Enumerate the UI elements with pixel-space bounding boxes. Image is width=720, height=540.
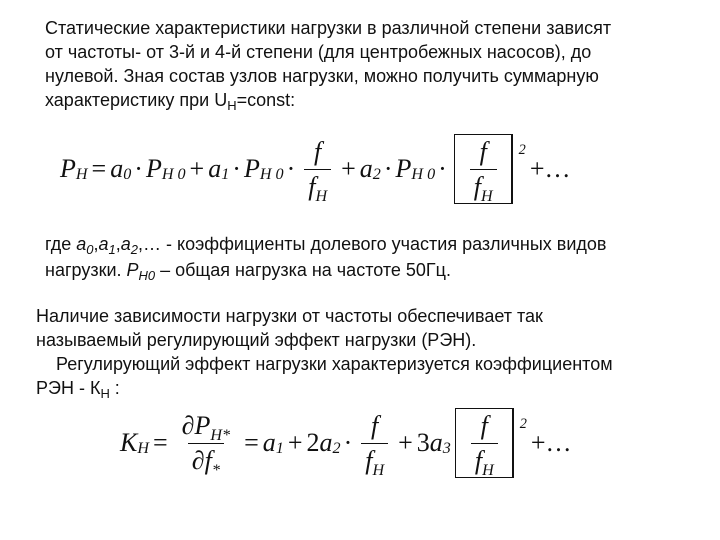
f1-fraction-1 (304, 136, 331, 205)
f1-p-3-sub: H 0 (411, 166, 436, 184)
f2-derivative (178, 410, 234, 479)
intro-line-4 (45, 88, 675, 114)
coef-line-1 (45, 232, 675, 258)
f2-coef-3: 3 (416, 428, 430, 457)
f2-lhs: K (120, 428, 138, 457)
f1-a2-sub: 2 (372, 166, 381, 184)
coef-a1: a (98, 234, 109, 254)
f2-plus-1: + (287, 428, 303, 457)
f1-plus-2: + (341, 154, 356, 183)
f2-a3: a (429, 428, 443, 457)
reg-line-4 (36, 376, 684, 402)
regulating-effect-formula (120, 402, 576, 484)
f1-bracket (454, 134, 513, 205)
f2-equals-1: = (152, 428, 168, 457)
f2-equals-2: = (244, 428, 259, 457)
f1-dot-3: · (286, 154, 296, 183)
reg-line-3: Регулирующий эффект нагрузки характеризуется коэффициентом (36, 354, 613, 374)
f2-dot: · (343, 428, 353, 457)
f1-dot-5: · (438, 154, 447, 183)
coef-a2-sub: 2 (130, 241, 139, 257)
f2-deriv-den-f: ∂f (191, 445, 212, 475)
coef-p: P (126, 260, 139, 280)
f2-coef-2: 2 (306, 428, 320, 457)
f2-tail: +… (530, 428, 572, 457)
reg-line-4-text: РЭН - К (36, 378, 101, 398)
f1-p-1: P (145, 154, 162, 183)
coef-a1-sub: 1 (108, 241, 116, 257)
f1-dot-2: · (232, 154, 241, 183)
f2-frac-2-num: f (480, 410, 488, 440)
reg-line-4-end: : (109, 378, 120, 398)
f2-deriv-den-sub: * (211, 461, 220, 479)
coef-text-2: ,… - коэффициенты долевого участия различных видов (138, 234, 607, 254)
reg-line-1: Наличие зависимости нагрузки от частоты обеспечивает так (36, 306, 543, 326)
f2-frac-1-den (361, 443, 388, 479)
f1-dot-1: · (134, 154, 143, 183)
f1-a1-sub: 1 (221, 166, 230, 184)
coef-text-3: нагрузки. (45, 260, 127, 280)
f1-tail: +… (529, 154, 571, 183)
intro-line-1: Статические характеристики нагрузки в различной степени зависят (45, 18, 612, 38)
f1-fraction-2 (470, 136, 497, 205)
f1-frac-1-den (304, 169, 331, 205)
f2-a1-sub: 1 (275, 440, 284, 458)
coefficients-paragraph (45, 232, 675, 284)
f1-a2: a (359, 154, 373, 183)
f1-equals: = (91, 154, 107, 183)
f2-bracket (455, 408, 514, 479)
f1-dot-4: · (383, 154, 393, 183)
f2-a3-sub: 3 (442, 440, 451, 458)
coef-a0: a (76, 234, 87, 254)
coef-a0-sub: 0 (86, 241, 94, 257)
f2-plus-2: + (398, 428, 413, 457)
kh-subscript: Н (100, 385, 110, 401)
f1-p-3: P (395, 154, 412, 183)
f1-frac-2-num: f (479, 136, 487, 166)
coef-a2: a (120, 234, 131, 254)
f1-p-1-sub: H 0 (161, 166, 186, 184)
f1-frac-1-den-f: f (308, 171, 316, 201)
voltage-subscript: Н (227, 97, 237, 113)
f2-frac-1-num: f (371, 410, 379, 440)
f2-fraction-2 (471, 410, 498, 479)
f2-frac-1-den-sub: H (372, 461, 385, 479)
intro-line-3: нулевой. Зная состав узлов нагрузки, можно получить суммарную (45, 66, 599, 86)
coef-comma-1: , (93, 234, 99, 254)
f2-lhs-sub: H (137, 440, 149, 458)
intro-line-4-text: характеристику при U (45, 90, 228, 110)
coef-text-1: где (45, 234, 77, 254)
f1-frac-2-den (470, 169, 497, 205)
f1-p-2: P (243, 154, 260, 183)
f1-frac-1-den-sub: H (315, 187, 328, 205)
f2-fraction-1 (361, 410, 388, 479)
f1-plus-1: + (189, 154, 205, 183)
intro-paragraph (45, 16, 675, 114)
f2-frac-2-den (471, 443, 498, 479)
coef-text-4: – общая нагрузка на частоте 50Гц. (155, 260, 451, 280)
coef-line-2 (45, 258, 675, 284)
f2-a2: a (319, 428, 333, 457)
f1-a0-sub: 0 (123, 166, 132, 184)
f2-deriv-num-sub: H* (210, 426, 231, 444)
f2-frac-2-den-f: f (474, 445, 483, 475)
f2-frac-1-den-f: f (365, 445, 373, 475)
f2-deriv-num-p: ∂P (181, 410, 211, 440)
f1-a0: a (110, 154, 124, 183)
coef-p-sub: H0 (138, 267, 156, 283)
f2-a1: a (262, 428, 276, 457)
intro-line-2: от частоты- от 3-й и 4-й степени (для центробежных насосов), до (45, 42, 592, 62)
regulating-effect-paragraph (36, 304, 684, 402)
f1-frac-2-den-sub: H (481, 187, 493, 205)
reg-line-2: называемый регулирующий эффект нагрузки (РЭН). (36, 330, 477, 350)
intro-line-4-end: =const: (236, 90, 296, 110)
f1-lhs: P (60, 154, 76, 183)
f2-power: 2 (519, 415, 527, 432)
f1-frac-2-den-f: f (473, 171, 482, 201)
f1-power: 2 (518, 141, 526, 158)
coef-comma-2: , (115, 234, 121, 254)
f1-lhs-sub: H (75, 166, 88, 184)
f1-p-2-sub: H 0 (259, 166, 284, 184)
f2-a2-sub: 2 (332, 440, 341, 458)
f2-deriv-den (188, 443, 224, 479)
f1-frac-1-num: f (314, 136, 322, 166)
f1-a1: a (208, 154, 222, 183)
f2-frac-2-den-sub: H (482, 461, 494, 479)
f2-deriv-num (178, 411, 234, 443)
load-sum-formula (60, 130, 575, 208)
